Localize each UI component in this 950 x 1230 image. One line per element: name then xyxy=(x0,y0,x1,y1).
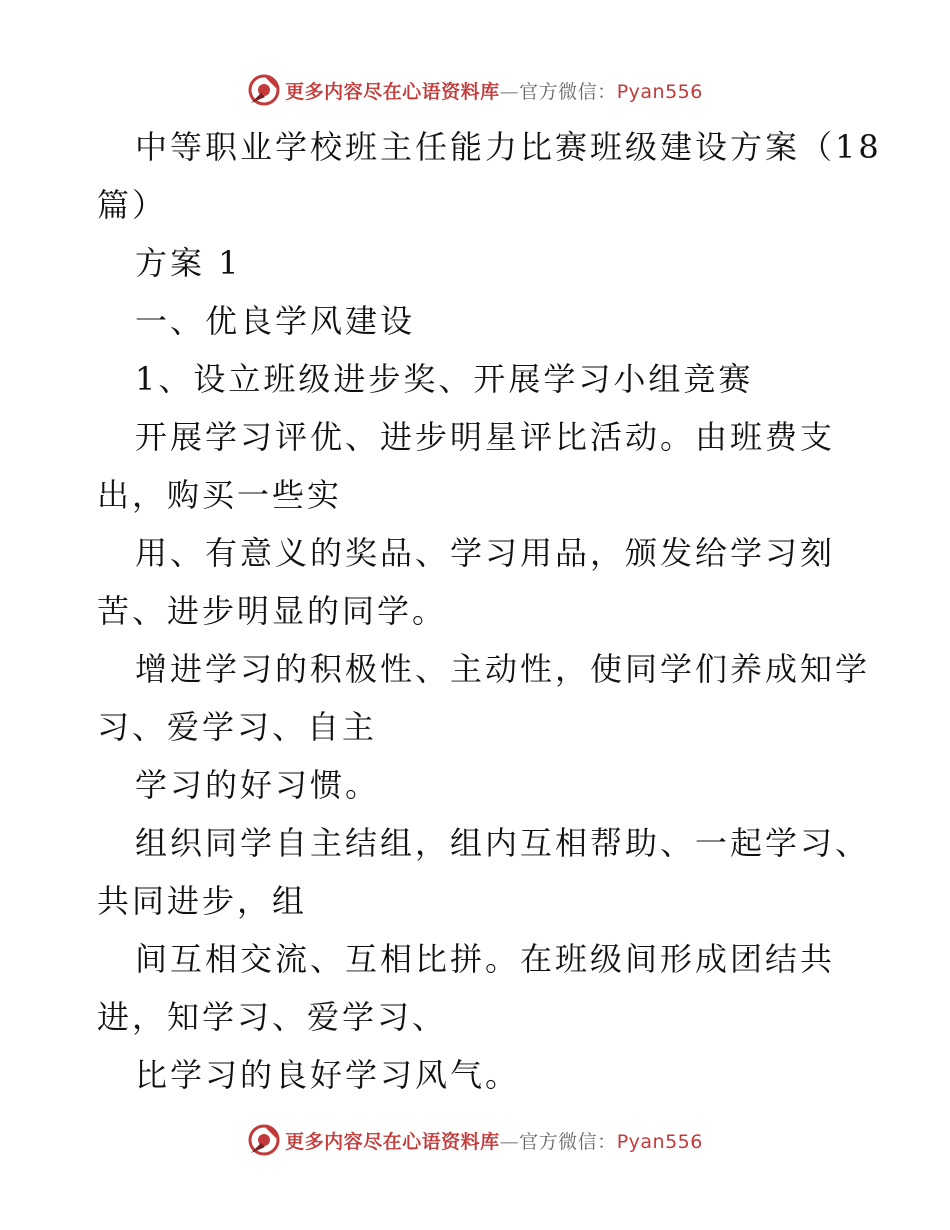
document-title-line-2: 篇） xyxy=(97,186,168,224)
paragraph-line: 习、爱学习、自主 xyxy=(97,708,378,746)
paragraph-line: 共同进步，组 xyxy=(97,882,308,920)
paragraph-line: 学习的好习惯。 xyxy=(135,766,381,804)
paragraph-line: 组织同学自主结组，组内互相帮助、一起学习、 xyxy=(135,824,871,862)
pen-logo-icon xyxy=(247,73,281,107)
paragraph-line: 用、有意义的奖品、学习用品，颁发给学习刻 xyxy=(135,534,836,572)
paragraph-line: 进，知学习、爱学习、 xyxy=(97,998,448,1036)
subsection-heading: 一、优良学风建设 xyxy=(135,302,416,340)
paragraph-line: 比学习的良好学习风气。 xyxy=(135,1056,521,1094)
paragraph-line: 增进学习的积极性、主动性，使同学们养成知学 xyxy=(135,650,871,688)
section-heading: 方案 1 xyxy=(135,244,242,282)
paragraph-line: 苦、进步明显的同学。 xyxy=(97,592,448,630)
document-title-line-1: 中等职业学校班主任能力比赛班级建设方案（18 xyxy=(135,128,882,166)
paragraph-line: 出，购买一些实 xyxy=(97,476,343,514)
watermark-text: 更多内容尽在心语资料库—官方微信：Pyan556 xyxy=(285,80,703,103)
footer-watermark xyxy=(0,1118,950,1162)
paragraph-line: 开展学习评优、进步明星评比活动。由班费支 xyxy=(135,418,836,456)
document-body xyxy=(97,118,882,1104)
watermark-text: 更多内容尽在心语资料库—官方微信：Pyan556 xyxy=(285,1130,703,1153)
pen-logo-icon xyxy=(247,1123,281,1157)
header-watermark xyxy=(0,68,950,112)
item-heading: 1、设立班级进步奖、开展学习小组竞赛 xyxy=(135,360,754,398)
paragraph-line: 间互相交流、互相比拼。在班级间形成团结共 xyxy=(135,940,836,978)
